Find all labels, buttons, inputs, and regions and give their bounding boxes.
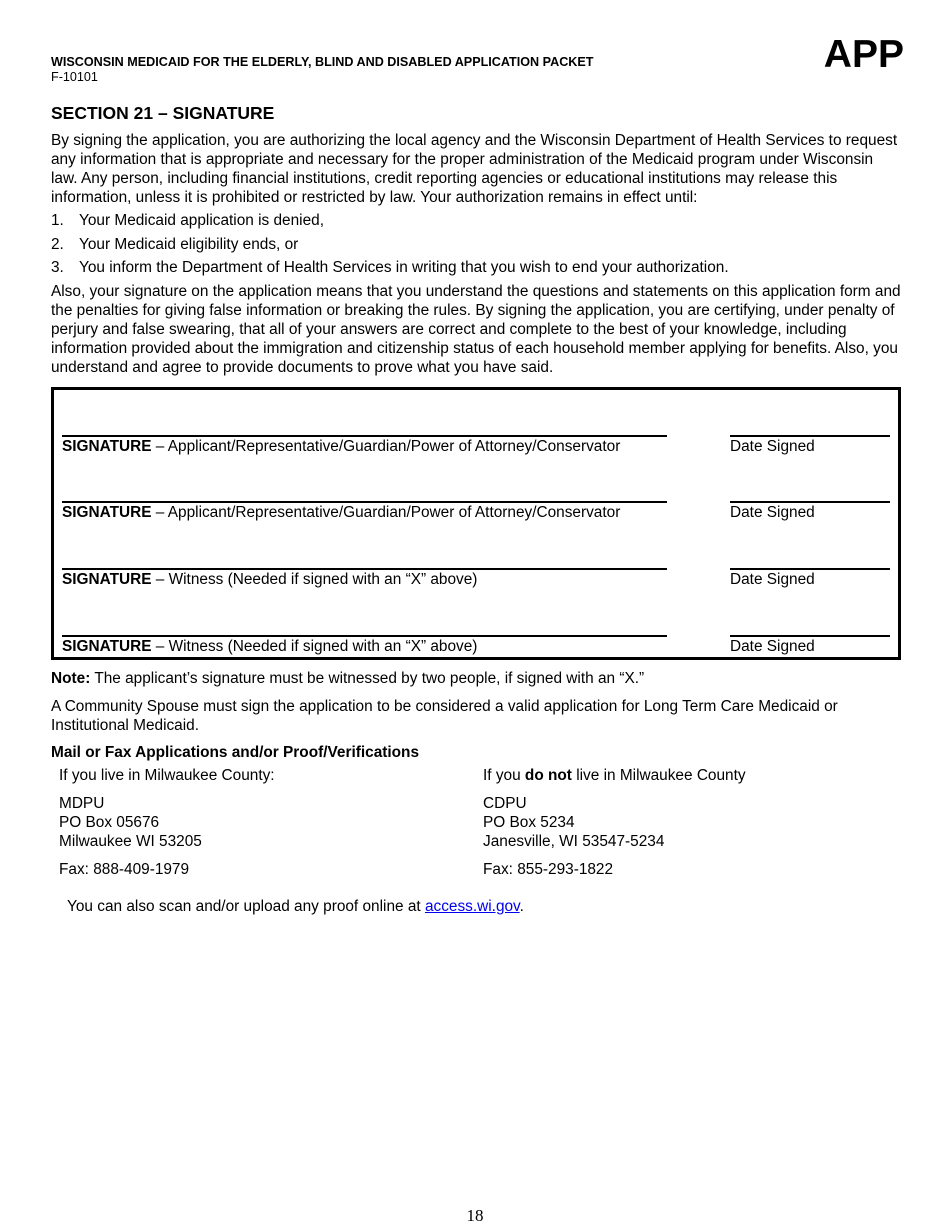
form-title: WISCONSIN MEDICAID FOR THE ELDERLY, BLIND AND DISABLED APPLICATION PACKET: [51, 55, 594, 69]
list-text: You inform the Department of Health Services in writing that you wish to end your authorization.: [79, 259, 729, 276]
authorization-paragraph: By signing the application, you are authorizing the local agency and the Wisconsin Department of Health Services to request any information that is appropriate and necessary for the proper administration of the Medicaid program under Wisconsin law. Any person, including financial institutions, credit reporting agencies or educational institutions may release this information, unless it is prohibited or restricted by law. Your authorization remains in effect until:: [51, 132, 898, 206]
city-state-zip: Milwaukee WI 53205: [59, 832, 202, 850]
access-wi-gov-link[interactable]: access.wi.gov: [424, 897, 520, 915]
community-spouse-text: A Community Spouse must sign the application to be considered a valid application for Long Term Care Medicaid or Institutional Medicaid.: [51, 697, 838, 734]
main-content: [51, 103, 901, 915]
signature-row-applicant-1: [62, 435, 890, 475]
app-mark: APP: [823, 33, 904, 76]
date-line[interactable]: [730, 501, 890, 503]
signature-label: SIGNATURE – Witness (Needed if signed with an “X” above): [62, 570, 478, 588]
agency-name: CDPU: [483, 794, 527, 812]
authorization-conditions-list: [51, 211, 901, 277]
list-text: Your Medicaid eligibility ends, or: [79, 235, 299, 253]
signature-label: SIGNATURE – Witness (Needed if signed with an “X” above): [62, 637, 478, 655]
signature-line[interactable]: [62, 635, 667, 637]
list-number: 2.: [51, 235, 64, 253]
online-upload-text: You can also scan and/or upload any proof online at access.wi.gov.: [67, 897, 524, 915]
section-heading: SECTION 21 – SIGNATURE: [51, 103, 275, 123]
mail-addresses: [59, 762, 901, 915]
note-text: Note: The applicant’s signature must be witnessed by two people, if signed with an “X.”: [51, 669, 645, 687]
milwaukee-address: [59, 766, 275, 879]
date-line[interactable]: [730, 568, 890, 570]
fax-number: Fax: 855-293-1822: [483, 860, 614, 878]
date-line[interactable]: [730, 635, 890, 637]
certification-paragraph: Also, your signature on the application means that you understand the questions and statements on this application form and the penalties for giving false information or breaking the rules. By signing the application, you are certifying, under penalty of perjury and false swearing, that all of your answers are correct and complete to the best of your knowledge, including information provided about the immigration and citizenship status of each household member applying for benefits. Also, you understand and agree to provide documents to prove what you have said.: [51, 282, 901, 376]
address-condition: If you do not live in Milwaukee County: [483, 766, 746, 784]
po-box: PO Box 05676: [59, 813, 160, 831]
address-condition: If you live in Milwaukee County:: [59, 766, 275, 784]
signature-box: [51, 387, 901, 660]
date-signed-label: Date Signed: [730, 437, 815, 455]
signature-row-witness-2: [62, 635, 890, 675]
po-box: PO Box 5234: [483, 813, 575, 831]
date-line[interactable]: [730, 435, 890, 437]
page-number: 18: [466, 1206, 484, 1225]
list-text: Your Medicaid application is denied,: [79, 212, 324, 229]
signature-label: SIGNATURE – Applicant/Representative/Guardian/Power of Attorney/Conservator: [62, 437, 621, 455]
signature-row-applicant-2: [62, 501, 890, 541]
agency-name: MDPU: [59, 794, 105, 812]
date-signed-label: Date Signed: [730, 570, 815, 588]
signature-row-witness-1: [62, 568, 890, 608]
page-header: [51, 55, 593, 84]
date-signed-label: Date Signed: [730, 503, 815, 521]
mail-fax-heading: Mail or Fax Applications and/or Proof/Verifications: [51, 743, 420, 761]
list-item: [51, 235, 901, 254]
list-item: [51, 258, 901, 277]
date-signed-label: Date Signed: [730, 637, 815, 655]
signature-line[interactable]: [62, 435, 667, 437]
form-number: F-10101: [51, 70, 98, 84]
list-number: 1.: [51, 212, 64, 229]
list-item: [51, 211, 901, 230]
signature-label: SIGNATURE – Applicant/Representative/Guardian/Power of Attorney/Conservator: [62, 503, 621, 521]
list-number: 3.: [51, 259, 64, 276]
city-state-zip: Janesville, WI 53547-5234: [483, 832, 665, 850]
fax-number: Fax: 888-409-1979: [59, 860, 190, 878]
signature-line[interactable]: [62, 568, 667, 570]
non-milwaukee-address: [483, 766, 746, 879]
signature-line[interactable]: [62, 501, 667, 503]
